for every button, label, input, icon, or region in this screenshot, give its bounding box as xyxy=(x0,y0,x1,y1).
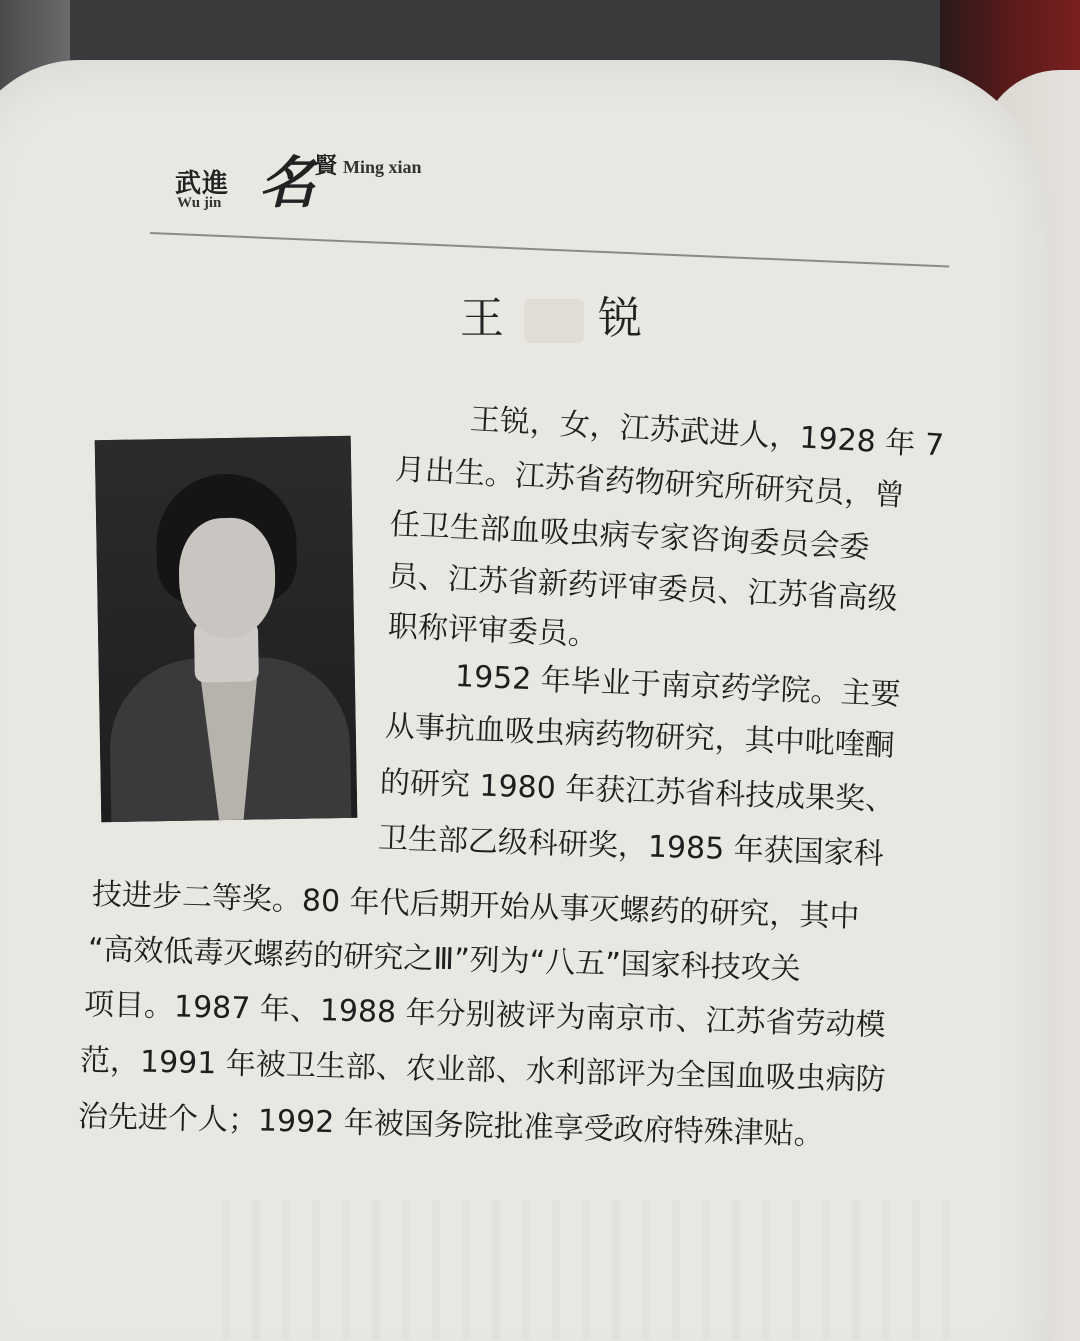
bio-line-4: 员、江苏省新药评审委员、江苏省高级 xyxy=(387,559,899,618)
logo-pinyin-wujin: Wu jin xyxy=(177,195,222,211)
show-through-text xyxy=(200,1200,960,1340)
bio-line-5: 职称评审委员。 xyxy=(387,609,599,653)
logo-wujin-chars: 武進 xyxy=(175,169,230,199)
title-given-name: 锐 xyxy=(598,293,648,344)
bio-line-14: 治先进个人；1992 年被国务院批准享受政府特殊津贴。 xyxy=(77,1099,825,1153)
logo-pinyin-mingxian: Ming xian xyxy=(343,157,422,177)
bio-line-9: 卫生部乙级科研奖，1985 年获国家科 xyxy=(377,821,885,872)
title-surname: 王 xyxy=(460,293,510,344)
logo-xian-char: 賢 xyxy=(315,153,338,179)
bio-line-13: 范，1991 年被卫生部、农业部、水利部评为全国血吸虫病防 xyxy=(79,1043,887,1098)
bio-line-11: “高效低毒灭螺药的研究之Ⅲ”列为“八五”国家科技攻关 xyxy=(87,932,802,987)
bio-line-2: 月出生。江苏省药物研究所研究员，曾 xyxy=(394,452,906,514)
bio-line-10: 技进步二等奖。80 年代后期开始从事灭螺药的研究，其中 xyxy=(91,877,860,935)
bio-line-12: 项目。1987 年、1988 年分别被评为南京市、江苏省劳动模 xyxy=(83,987,886,1043)
bio-line-6: 1952 年毕业于南京药学院。主要 xyxy=(454,659,902,713)
bio-line-8: 的研究 1980 年获江苏省科技成果奖、 xyxy=(379,765,896,818)
portrait-face xyxy=(178,517,276,639)
logo-ming-char: 名 xyxy=(259,150,315,216)
header-logo xyxy=(175,135,455,225)
page-title xyxy=(460,282,648,346)
portrait-photo xyxy=(95,436,358,822)
bio-line-3: 任卫生部血吸虫病专家咨询委员会委 xyxy=(389,507,871,566)
bio-line-7: 从事抗血吸虫病药物研究，其中吡喹酮 xyxy=(384,709,896,764)
censored-character xyxy=(524,299,584,343)
bio-line-1: 王锐，女，江苏武进人，1928 年 7 xyxy=(469,402,945,464)
